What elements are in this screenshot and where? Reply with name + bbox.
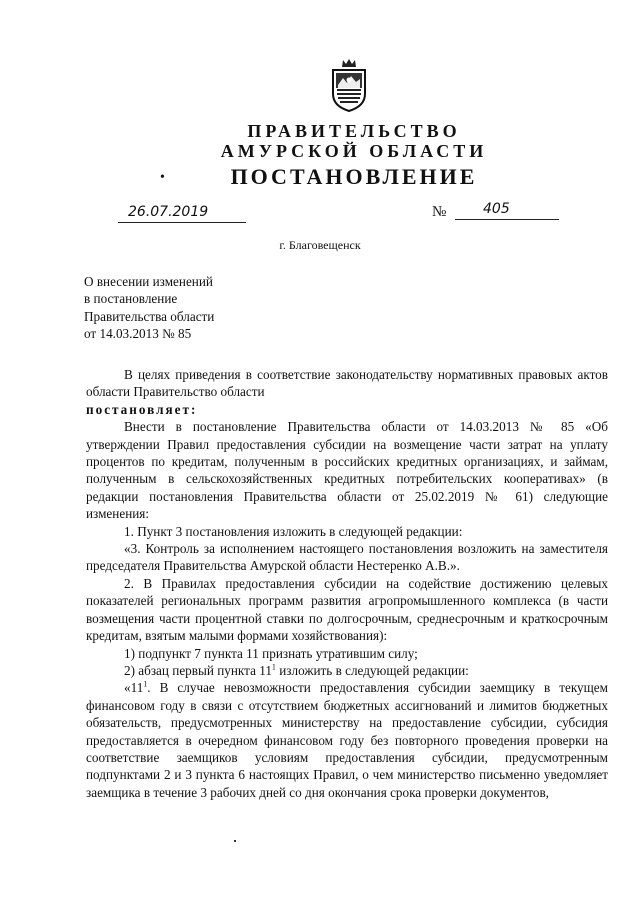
text: 2) абзац первый пункта 11	[124, 662, 272, 678]
government-title: ПРАВИТЕЛЬСТВО	[247, 121, 461, 141]
number-label: №	[432, 204, 447, 220]
stray-mark: •	[160, 170, 165, 185]
text: «11	[124, 680, 144, 696]
subject-line: в постановление	[84, 291, 178, 307]
paragraph: «3. Контроль за исполнением настоящего постановления возложить на заместителя председателя Правительства Амурской области Нестеренко А.В.».	[86, 541, 608, 574]
paragraph: 2. В Правилах предоставления субсидии на содействие достижению целевых показателей региональных программ развития агропромышленного комплекса (в части возмещения части процентной ставки по долгосрочным, среднесрочным и краткосрочным кредитам, взятым малыми формами хозяйствования):	[86, 575, 608, 644]
subject-line: О внесении изменений	[84, 274, 213, 289]
paragraph: 1. Пункт 3 постановления изложить в следующей редакции:	[124, 523, 463, 539]
document-number: 405	[483, 201, 510, 217]
resolves-heading: постановляет:	[86, 401, 198, 417]
stray-dot	[234, 840, 236, 842]
text: . В случае невозможности предоставления субсидии заемщику в текущем финансовом году в связи с отсутствием бюджетных ассигнований и лимитов бюджетных обязательств, предусмотренных министерству на предоставление субсидии, субсидия предоставляется в очередном финансовом году без повторного проведения проверки на соответствие заемщиков условиям предоставления субсидии, предусмотренным подпунктами 2 и 3 пункта 6 настоящих Правил, о чем министерство письменно уведомляет заемщика в течение 3 рабочих дней со дня окончания срока проверки документов,	[86, 680, 608, 800]
subject-line: Правительства области	[84, 308, 215, 324]
document-type-title: ПОСТАНОВЛЕНИЕ	[230, 164, 478, 189]
city-name: г. Благовещенск	[279, 238, 361, 252]
superscript: 1	[143, 679, 148, 689]
paragraph	[86, 679, 608, 801]
superscript: 1	[271, 662, 276, 672]
region-title: АМУРСКОЙ ОБЛАСТИ	[220, 141, 488, 161]
paragraph	[86, 662, 608, 679]
document-date: 26.07.2019	[128, 204, 209, 220]
date-underline	[118, 222, 246, 223]
paragraph: 1) подпункт 7 пункта 11 признать утратившим силу;	[124, 645, 418, 661]
number-underline	[455, 219, 559, 220]
subject-line: от 14.03.2013 № 85	[84, 325, 192, 341]
document-subject	[84, 273, 214, 342]
coat-of-arms-emblem	[329, 58, 369, 112]
paragraph: Внести в постановление Правительства области от 14.03.2013 № 85 «Об утверждении Правил предоставления субсидии на возмещение части затрат на уплату процентов по кредитам, полученным в российских кредитных организациях, и займам, полученным в сельскохозяйственных кредитных потребительских кооперативах» (в редакции постановления Правительства области от 25.02.2019 № 61) следующие изменения:	[86, 419, 608, 522]
text: изложить в следующей редакции:	[275, 662, 469, 678]
intro-paragraph: В целях приведения в соответствие законодательству нормативных правовых актов области Правительство области	[86, 367, 608, 400]
document-body	[86, 366, 608, 801]
